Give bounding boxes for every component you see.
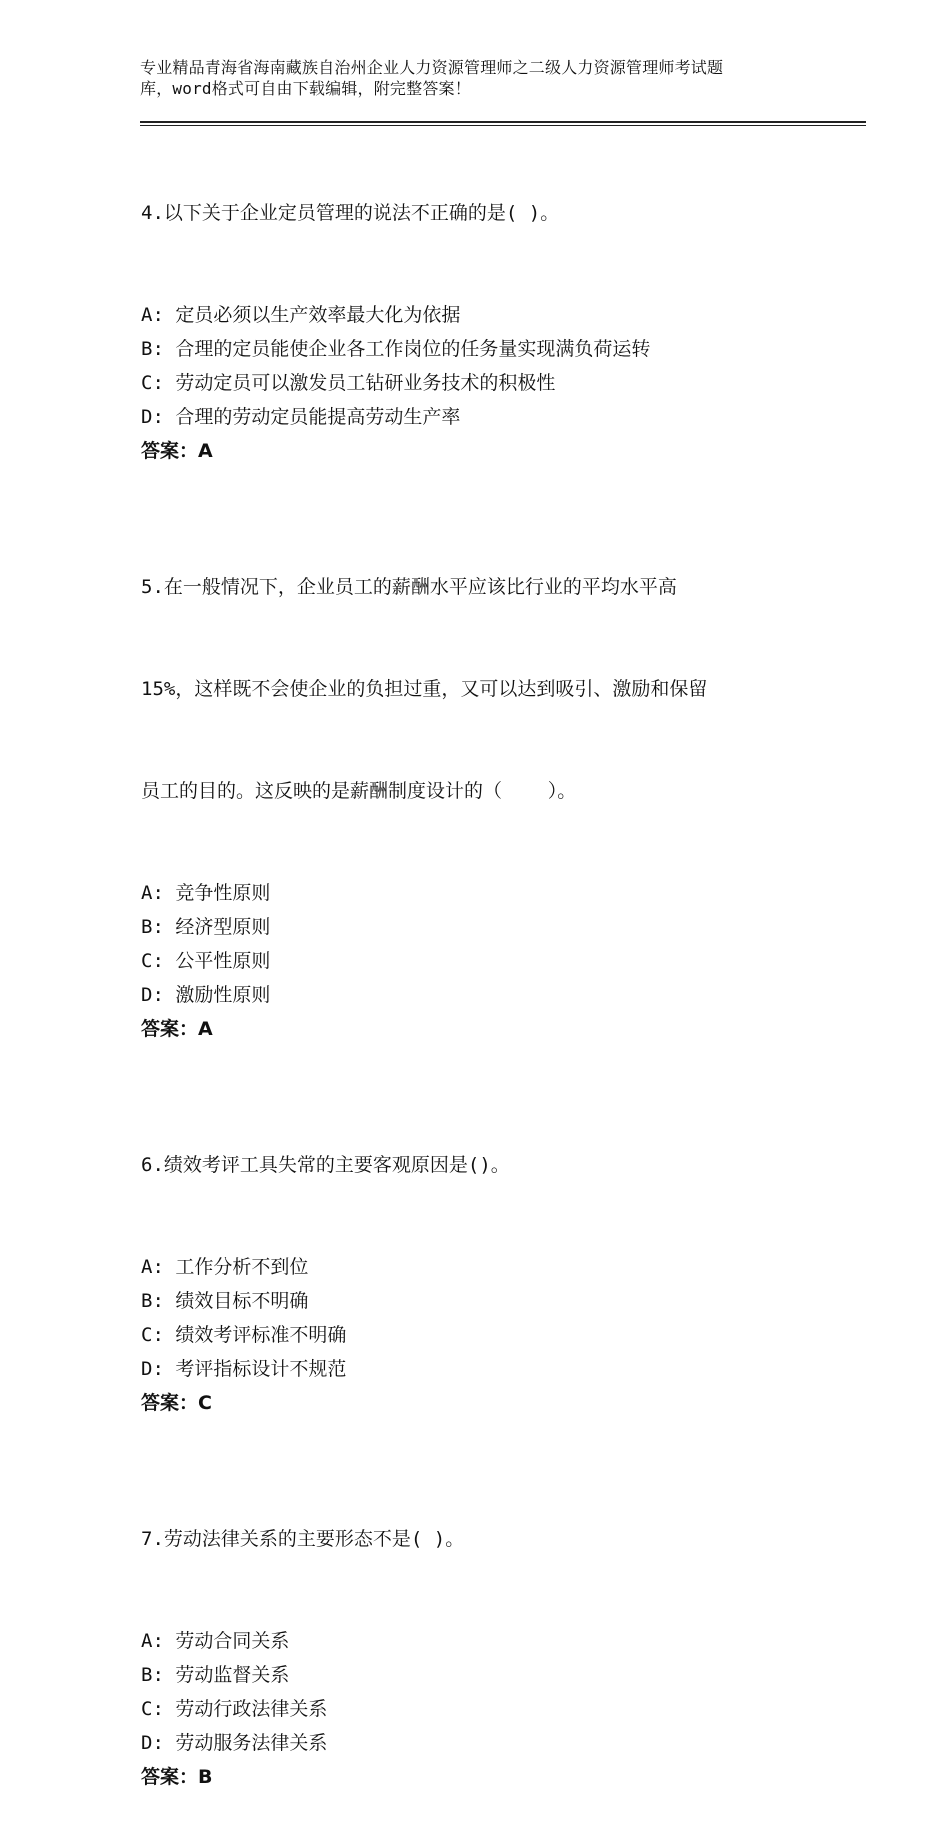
document-header xyxy=(140,57,840,99)
option-b: B: 合理的定员能使企业各工作岗位的任务量实现满负荷运转 xyxy=(141,338,651,360)
header-line-1: 专业精品青海省海南藏族自治州企业人力资源管理师之二级人力资源管理师考试题 xyxy=(140,58,724,77)
option-d: D: 劳动服务法律关系 xyxy=(141,1732,328,1754)
answer-label: 答案：C xyxy=(141,1392,212,1414)
answer-label: 答案：A xyxy=(141,440,213,462)
question-stem-line: 员工的目的。这反映的是薪酬制度设计的（ ）。 xyxy=(141,780,577,802)
question-list xyxy=(141,128,841,1828)
question-stem xyxy=(141,502,841,876)
option-d: D: 合理的劳动定员能提高劳动生产率 xyxy=(141,406,461,428)
question-5 xyxy=(141,502,841,1046)
question-stem xyxy=(141,1454,841,1624)
question-stem-line: 6.绩效考评工具失常的主要客观原因是()。 xyxy=(141,1154,510,1176)
answer-label: 答案：A xyxy=(141,1018,213,1040)
option-b: B: 绩效目标不明确 xyxy=(141,1290,309,1312)
question-stem-line: 5.在一般情况下，企业员工的薪酬水平应该比行业的平均水平高 xyxy=(141,576,677,598)
answer-label: 答案：B xyxy=(141,1766,213,1788)
option-c: C: 绩效考评标准不明确 xyxy=(141,1324,347,1346)
option-b: B: 经济型原则 xyxy=(141,916,271,938)
question-6 xyxy=(141,1080,841,1420)
option-a: A: 劳动合同关系 xyxy=(141,1630,290,1652)
option-c: C: 劳动定员可以激发员工钻研业务技术的积极性 xyxy=(141,372,556,394)
question-4 xyxy=(141,128,841,468)
option-d: D: 考评指标设计不规范 xyxy=(141,1358,347,1380)
question-stem xyxy=(141,1080,841,1250)
question-stem-line: 15%，这样既不会使企业的负担过重，又可以达到吸引、激励和保留 xyxy=(141,678,708,700)
question-stem xyxy=(141,128,841,298)
option-a: A: 工作分析不到位 xyxy=(141,1256,309,1278)
header-divider xyxy=(140,121,866,126)
option-c: C: 公平性原则 xyxy=(141,950,271,972)
option-b: B: 劳动监督关系 xyxy=(141,1664,290,1686)
option-c: C: 劳动行政法律关系 xyxy=(141,1698,328,1720)
option-a: A: 竞争性原则 xyxy=(141,882,271,904)
question-7 xyxy=(141,1454,841,1794)
option-d: D: 激励性原则 xyxy=(141,984,271,1006)
option-a: A: 定员必须以生产效率最大化为依据 xyxy=(141,304,461,326)
question-stem-line: 7.劳动法律关系的主要形态不是( )。 xyxy=(141,1528,465,1550)
question-stem-line: 4.以下关于企业定员管理的说法不正确的是( )。 xyxy=(141,202,560,224)
header-line-2: 库，word格式可自由下载编辑，附完整答案！ xyxy=(140,79,471,98)
